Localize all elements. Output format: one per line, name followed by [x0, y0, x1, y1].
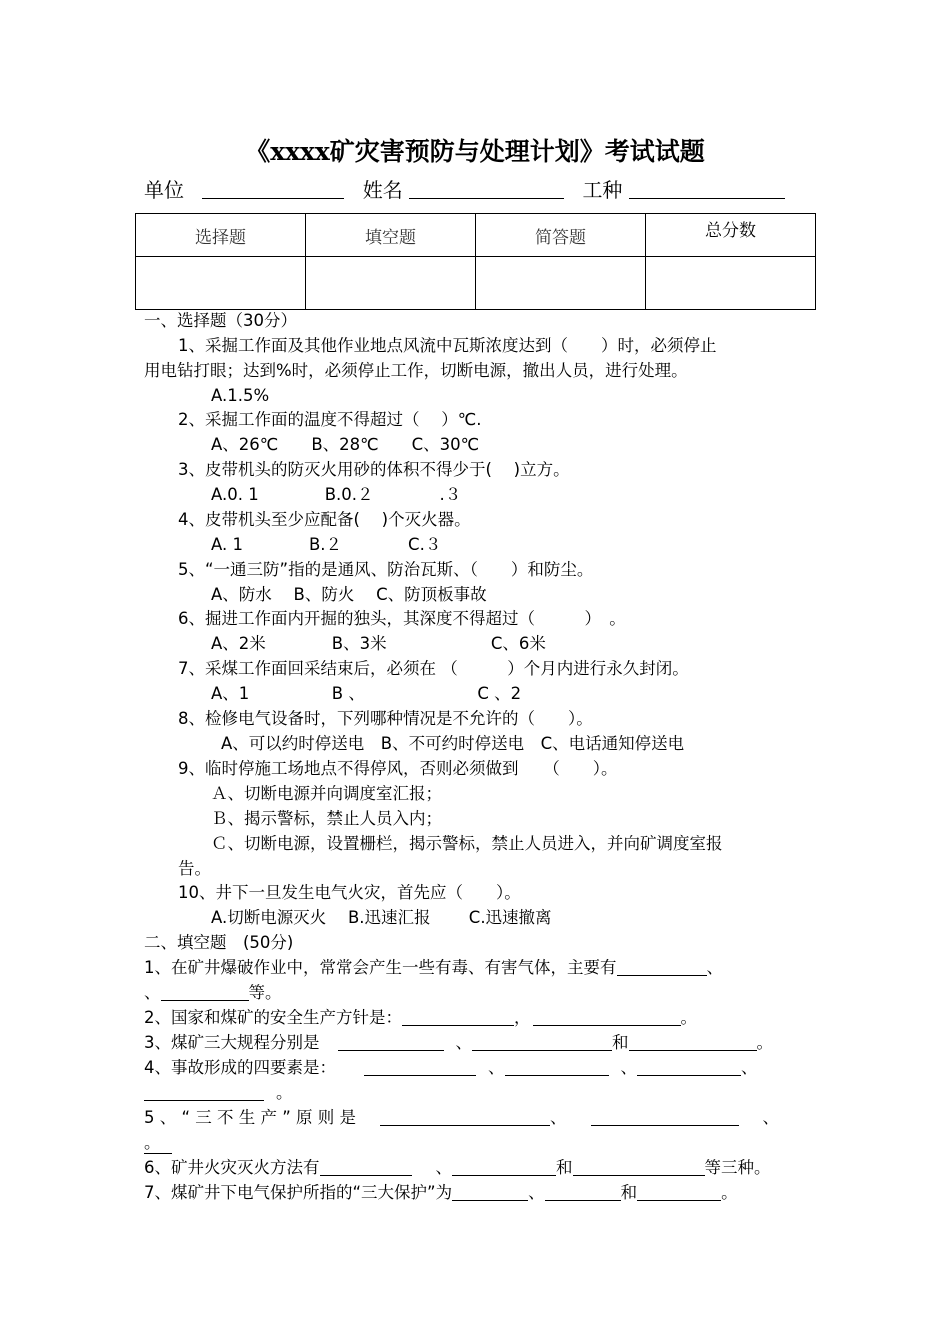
fill3-blank-3[interactable] — [629, 1033, 757, 1051]
q3-text: 3、皮带机头的防灭火用砂的体积不得少于( )立方。 — [178, 460, 570, 479]
fill4-sep-2: 、 — [620, 1058, 637, 1077]
fill4-sep-1: 、 — [488, 1058, 505, 1077]
q8-options: A、可以约时停送电 B、不可约时停送电 C、电话通知停送电 — [221, 734, 685, 753]
fill4-text: 4、事故形成的四要素是： — [144, 1058, 336, 1077]
q10-options: A.切断电源灭火 B.迅速汇报 C.迅速撤离 — [211, 908, 552, 927]
examinee-info — [144, 174, 785, 203]
q9-option-c: Ｃ、切断电源，设置栅栏，揭示警标，禁止人员进入，并向矿调度室报 — [211, 834, 723, 853]
q1-options: A.1.5% — [211, 386, 270, 405]
fill6-end: 等三种。 — [704, 1158, 771, 1177]
fill5-sep-1: 、 — [550, 1108, 567, 1127]
fill5-blank-2[interactable] — [591, 1108, 739, 1126]
trade-field[interactable] — [629, 178, 785, 199]
fill1-text: 1、在矿井爆破作业中，常常会产生一些有毒、有害气体，主要有 — [144, 958, 617, 977]
fill-question-4 — [144, 1058, 758, 1078]
fill-question-1-cont — [144, 983, 282, 1003]
q3-options: A.0. 1 B.0.２ .３ — [211, 485, 462, 504]
q2-options: A、26℃ B、28℃ C、30℃ — [211, 435, 480, 454]
score-header-fill: 填空题 — [306, 214, 476, 257]
name-label: 姓名 — [362, 178, 403, 202]
fill1-sep-2: 、 — [144, 983, 161, 1002]
fill3-text: 3、煤矿三大规程分别是 — [144, 1033, 320, 1052]
section2-heading: 二、填空题 (50分) — [144, 933, 294, 952]
fill3-blank-1[interactable] — [338, 1033, 444, 1051]
fill1-end: 等。 — [248, 983, 282, 1002]
fill6-sep: 、 — [435, 1158, 452, 1177]
fill7-blank-1[interactable] — [452, 1183, 528, 1201]
fill-question-4-cont — [144, 1083, 293, 1103]
fill7-and: 和 — [620, 1183, 638, 1202]
fill4-blank-2[interactable] — [505, 1058, 609, 1076]
fill4-blank-1[interactable] — [364, 1058, 476, 1076]
score-header-choice: 选择题 — [136, 214, 306, 257]
fill6-blank-3[interactable] — [573, 1158, 705, 1176]
fill7-end: 。 — [721, 1183, 738, 1202]
page-title: 《xxxx矿灾害预防与处理计划》考试试题 — [245, 137, 705, 166]
fill4-blank-4[interactable] — [144, 1083, 264, 1101]
fill2-sep: ， — [514, 1008, 531, 1027]
fill3-sep: 、 — [455, 1033, 472, 1052]
q5-text: 5、“一通三防”指的是通风、防治瓦斯、（ ）和防尘。 — [178, 560, 594, 579]
fill5-end: 。 — [144, 1133, 172, 1154]
fill-question-3 — [144, 1033, 773, 1053]
fill7-sep: 、 — [528, 1183, 545, 1202]
q7-options: A、1 B 、 C 、2 — [211, 684, 522, 703]
fill5-sep-2: 、 — [762, 1108, 780, 1127]
score-table-header-row — [136, 214, 816, 257]
fill7-blank-2[interactable] — [545, 1183, 621, 1201]
fill1-blank-1[interactable] — [617, 958, 707, 976]
fill5-blank-1[interactable] — [380, 1108, 550, 1126]
fill2-blank-2[interactable] — [533, 1008, 681, 1026]
section1-heading: 一、选择题（30分） — [144, 311, 297, 330]
q1-text: 1、采掘工作面及其他作业地点风流中瓦斯浓度达到（ ）时，必须停止 — [178, 336, 717, 355]
q2-text: 2、采掘工作面的温度不得超过（ ）℃. — [178, 410, 482, 429]
trade-label: 工种 — [582, 178, 623, 202]
fill-question-6 — [144, 1158, 771, 1178]
fill2-blank-1[interactable] — [402, 1008, 514, 1026]
q6-options: A、2米 B、3米 C、6米 — [211, 634, 546, 653]
fill4-end: 。 — [276, 1083, 293, 1102]
fill7-blank-3[interactable] — [637, 1183, 721, 1201]
score-header-total: 总分数 — [646, 214, 816, 257]
fill-question-5-cont — [144, 1133, 172, 1154]
fill-question-2 — [144, 1008, 697, 1028]
fill3-end: 。 — [756, 1033, 773, 1052]
q7-text: 7、采煤工作面回采结束后，必须在 （ ）个月内进行永久封闭。 — [178, 659, 689, 678]
fill2-end: 。 — [680, 1008, 697, 1027]
q9-option-a: Ａ、切断电源并向调度室汇报； — [211, 784, 442, 803]
q9-option-b: Ｂ、揭示警标，禁止人员入内； — [211, 809, 442, 828]
fill6-and: 和 — [556, 1158, 573, 1177]
fill-question-7 — [144, 1183, 738, 1203]
q9-text: 9、临时停施工场地点不得停风，否则必须做到 （ ）。 — [178, 759, 618, 778]
unit-field[interactable] — [202, 178, 344, 199]
q8-text: 8、检修电气设备时，下列哪种情况是不允许的（ ）。 — [178, 709, 593, 728]
q4-text: 4、皮带机头至少应配备( )个灭火器。 — [178, 510, 471, 529]
score-header-short: 简答题 — [476, 214, 646, 257]
fill6-blank-2[interactable] — [452, 1158, 556, 1176]
fill4-sep-3: 、 — [741, 1058, 758, 1077]
fill1-blank-2[interactable] — [161, 983, 249, 1001]
q6-text: 6、掘进工作面内开掘的独头，其深度不得超过（ ） 。 — [178, 609, 626, 628]
fill-question-5 — [144, 1108, 779, 1128]
score-cell-short[interactable] — [476, 257, 646, 310]
fill2-text: 2、国家和煤矿的安全生产方针是： — [144, 1008, 402, 1027]
fill5-text: 5 、 “ 三 不 生 产 ” 原 则 是 — [144, 1108, 357, 1127]
fill6-text: 6、矿井火灾灭火方法有 — [144, 1158, 320, 1177]
fill3-and: 和 — [612, 1033, 629, 1052]
fill6-blank-1[interactable] — [320, 1158, 412, 1176]
score-cell-total[interactable] — [646, 257, 816, 310]
q5-options: A、防水 B、防火 C、防顶板事故 — [211, 585, 487, 604]
q4-options: A. 1 B.２ C.３ — [211, 535, 442, 554]
q9-option-c-cont: 告。 — [178, 859, 211, 878]
fill1-sep: 、 — [706, 958, 723, 977]
fill7-text: 7、煤矿井下电气保护所指的“三大保护”为 — [144, 1183, 453, 1202]
score-table — [135, 213, 816, 310]
unit-label: 单位 — [144, 178, 184, 202]
q1-text-cont: 用电钻打眼；达到%时，必须停止工作，切断电源，撤出人员，进行处理。 — [144, 361, 688, 380]
score-cell-choice[interactable] — [136, 257, 306, 310]
fill3-blank-2[interactable] — [472, 1033, 612, 1051]
score-cell-fill[interactable] — [306, 257, 476, 310]
q10-text: 10、井下一旦发生电气火灾，首先应（ ）。 — [178, 883, 521, 902]
score-table-value-row — [136, 257, 816, 310]
name-field[interactable] — [409, 178, 564, 199]
fill4-blank-3[interactable] — [637, 1058, 741, 1076]
fill-question-1 — [144, 958, 723, 978]
